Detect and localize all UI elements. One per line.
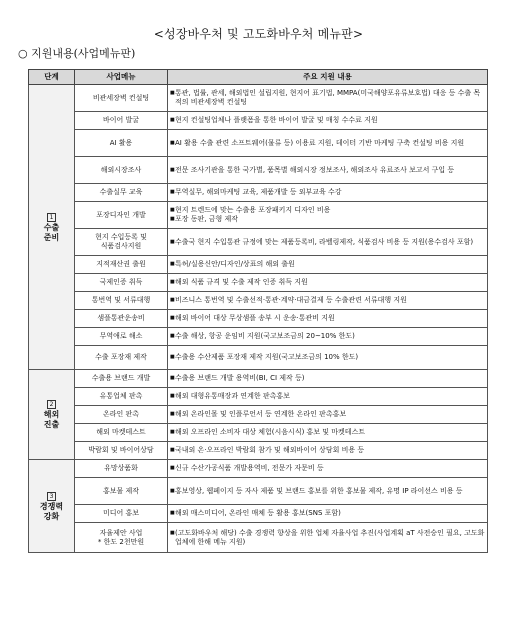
content-item [170, 509, 485, 518]
column-header-menu: 사업메뉴 [75, 70, 168, 85]
content-text: AI 활용 수출 관련 소프트웨어(물류 등) 이용료 지원, 데이터 기반 마케팅 구축 컨설팅 비용 지원 [175, 138, 465, 147]
bullet-icon: ■ [170, 297, 175, 304]
content-item [170, 296, 485, 305]
table-header-row [29, 70, 488, 85]
content-item [170, 314, 485, 323]
menu-name: 국제인증 취득 [99, 278, 143, 287]
content-text: 특허/실용신안/디자인/상표의 해외 출원 [175, 260, 295, 269]
menu-cell [75, 346, 168, 370]
content-cell [168, 130, 488, 157]
content-text: 수출국 현지 수입통관 규정에 맞는 제품등록비, 라벨링제작, 식품검사 비용 등 지원(용수검사 포함) [175, 237, 474, 246]
stage-name: 경쟁력 [39, 501, 64, 511]
content-text: 전문 조사기관을 통한 국가별, 품목별 해외시장 정보조사, 해외조사 유료조사 보고서 구입 등 [175, 165, 455, 174]
bullet-icon: ■ [170, 117, 175, 124]
content-item [170, 139, 485, 148]
menu-cell [75, 256, 168, 274]
bullet-icon: ■ [170, 238, 175, 245]
content-item [170, 89, 485, 106]
bullet-icon: ■ [170, 393, 175, 400]
bullet-icon: ■ [170, 354, 175, 361]
menu-name: 통번역 및 서류대행 [91, 296, 151, 305]
content-cell [168, 157, 488, 184]
bullet-icon: ■ [170, 189, 175, 196]
table-row [29, 505, 488, 523]
menu-cell [75, 229, 168, 256]
stage-cell [29, 370, 75, 460]
content-cell [168, 388, 488, 406]
bullet-icon: ■ [170, 216, 175, 222]
table-row [29, 442, 488, 460]
content-text: (고도화바우처 해당) 수출 경쟁력 향상을 위한 업체 자율사업 추진(사업계획 aT 사전승인 필요, 고도화 업체에 한해 메뉴 지원) [175, 528, 485, 546]
content-cell [168, 460, 488, 478]
bullet-icon: ■ [170, 90, 175, 97]
content-item [170, 188, 485, 197]
content-text: 현지 트렌드에 맞는 수출용 포장패키지 디자인 비용 [175, 206, 331, 215]
menu-name: 식품검사지원 [100, 242, 142, 250]
menu-name: 유통업체 판촉 [99, 392, 143, 401]
menu-name: 바이어 발굴 [102, 116, 140, 125]
menu-name: 비관세장벽 컨설팅 [92, 93, 150, 102]
menu-name: * 한도 2천만원 [97, 537, 145, 546]
table-row [29, 478, 488, 505]
table-row [29, 406, 488, 424]
content-text: 무역실무, 해외마케팅 교육, 제품개발 등 외부교육 수강 [175, 188, 342, 197]
content-item [170, 166, 485, 175]
content-cell [168, 478, 488, 505]
menu-cell [75, 310, 168, 328]
menu-name: 샘플통관운송비 [97, 314, 145, 323]
column-header-content: 주요 지원 내용 [168, 70, 488, 85]
menu-cell [75, 370, 168, 388]
content-item [170, 278, 485, 287]
menu-name: 수출실무 교육 [99, 188, 143, 197]
content-text: 통관, 법률, 관세, 해외법인 설립지원, 현지어 표기법, MMPA(미국해양포유류보호법) 대응 등 수출 목적의 비관세장벽 컨설팅 [175, 89, 481, 106]
menu-cell [75, 505, 168, 523]
menu-name: 유망상품화 [104, 464, 138, 473]
stage-name: 강화 [43, 511, 60, 521]
content-text: 홍보영상, 웹페이지 등 자사 제품 및 브랜드 홍보를 위한 홍보물 제작, 유명 IP 라이선스 비용 등 [175, 486, 463, 495]
bullet-icon: ■ [170, 333, 175, 340]
menu-cell [75, 112, 168, 130]
table-row [29, 184, 488, 202]
content-text: 해외 바이어 대상 무상샘플 송부 시 운송·통관비 지원 [175, 314, 335, 323]
table-row [29, 460, 488, 478]
menu-name: 자율제안 사업 [99, 528, 143, 537]
bullet-icon: ■ [170, 529, 175, 536]
stage-cell [29, 85, 75, 370]
menu-cell [75, 406, 168, 424]
section-subheading: ○ 지원내용(사업메뉴판) [18, 47, 136, 60]
content-cell [168, 505, 488, 523]
table-row [29, 523, 488, 553]
content-text: 해외 매스미디어, 온라인 매체 등 활용 홍보(SNS 포함) [175, 509, 341, 518]
content-item [170, 428, 485, 437]
menu-cell [75, 478, 168, 505]
voucher-menu-table [28, 69, 488, 553]
table-row [29, 256, 488, 274]
content-cell [168, 424, 488, 442]
bullet-icon: ■ [170, 447, 175, 454]
content-text: 포장 동판, 금형 제작 [175, 215, 238, 223]
table-row [29, 157, 488, 184]
content-text: 현지 컨설팅업체나 플랫폼을 통한 바이어 발굴 및 매칭 수수료 지원 [175, 116, 378, 125]
stage-name: 준비 [43, 232, 60, 242]
menu-name: AI 활용 [109, 138, 133, 147]
menu-name: 해외시장조사 [100, 165, 142, 174]
column-header-stage: 단계 [29, 70, 75, 85]
table-row [29, 130, 488, 157]
content-item [170, 353, 485, 362]
table-row [29, 388, 488, 406]
bullet-icon: ■ [170, 411, 175, 418]
menu-cell [75, 328, 168, 346]
menu-cell [75, 424, 168, 442]
content-item [170, 206, 485, 215]
table-row [29, 274, 488, 292]
menu-cell [75, 292, 168, 310]
table-row [29, 328, 488, 346]
content-item [170, 116, 485, 125]
menu-name: 박람회 및 바이어상담 [88, 446, 154, 455]
content-cell [168, 256, 488, 274]
content-cell [168, 184, 488, 202]
content-text: 비즈니스 통번역 및 수출선적·통관·계약·대금결제 등 수출관련 서류대행 지원 [175, 296, 407, 305]
content-cell [168, 523, 488, 553]
menu-cell [75, 523, 168, 553]
content-cell [168, 328, 488, 346]
menu-cell [75, 157, 168, 184]
menu-cell [75, 460, 168, 478]
stage-number: 2 [47, 400, 56, 409]
stage-cell [29, 460, 75, 553]
content-item [170, 215, 485, 224]
stage-number: 3 [47, 492, 56, 501]
page-title: <성장바우처 및 고도화바우처 메뉴판> [153, 27, 364, 41]
menu-cell [75, 130, 168, 157]
content-cell [168, 346, 488, 370]
content-item [170, 260, 485, 269]
content-text: 수출용 수산제품 포장재 제작 지원(국고보조금의 10% 한도) [175, 353, 359, 362]
bullet-icon: ■ [170, 279, 175, 286]
content-cell [168, 370, 488, 388]
bullet-icon: ■ [170, 429, 175, 436]
bullet-icon: ■ [170, 166, 175, 173]
menu-name: 홍보물 제작 [102, 486, 140, 495]
stage-name: 해외 [43, 410, 60, 419]
content-text: 수출용 브랜드 개발 용역비(BI, CI 제작 등) [175, 374, 305, 383]
content-cell [168, 274, 488, 292]
content-text: 해외 온라인몰 및 인플루언서 등 연계한 온라인 판촉홍보 [175, 410, 347, 419]
content-cell [168, 229, 488, 256]
content-item [170, 487, 485, 496]
stage-number: 1 [47, 213, 56, 222]
bullet-icon: ■ [170, 487, 175, 494]
menu-cell [75, 388, 168, 406]
menu-cell [75, 202, 168, 229]
menu-name: 현지 수입등록 및 [95, 233, 147, 242]
menu-name: 해외 마켓테스트 [96, 428, 146, 437]
content-cell [168, 310, 488, 328]
content-cell [168, 442, 488, 460]
menu-cell [75, 274, 168, 292]
menu-name: 포장디자인 개발 [96, 210, 146, 219]
table-row [29, 292, 488, 310]
content-item [170, 410, 485, 419]
content-item [170, 374, 485, 383]
content-text: 해외 오프라인 소비자 대상 체험(시음시식) 홍보 및 마켓테스트 [175, 428, 366, 437]
content-cell [168, 112, 488, 130]
content-cell [168, 202, 488, 229]
content-cell [168, 406, 488, 424]
stage-name: 수출 [43, 222, 60, 232]
menu-name: 수출용 브랜드 개발 [91, 374, 151, 383]
bullet-icon: ■ [170, 510, 175, 517]
content-cell [168, 292, 488, 310]
bullet-icon: ■ [170, 261, 175, 268]
bullet-icon: ■ [170, 139, 175, 146]
table-row [29, 424, 488, 442]
table-row [29, 112, 488, 130]
menu-cell [75, 442, 168, 460]
menu-name: 무역애로 해소 [99, 332, 143, 341]
table-row [29, 310, 488, 328]
content-text: 수출 해상, 항공 운임비 지원(국고보조금의 20~10% 한도) [175, 332, 355, 341]
content-cell [168, 85, 488, 112]
menu-name: 수출 포장재 제작 [95, 353, 147, 362]
content-text: 해외 식품 규격 및 수출 제작 인증 취득 지원 [175, 278, 308, 287]
content-item [170, 464, 485, 473]
menu-name: 미디어 홍보 [102, 509, 140, 518]
content-text: 신규 수산가공식품 개발용역비, 전문가 자문비 등 [175, 464, 324, 473]
content-item [170, 529, 485, 546]
content-item [170, 238, 485, 247]
table-row [29, 346, 488, 370]
table-row [29, 229, 488, 256]
menu-cell [75, 85, 168, 112]
bullet-icon: ■ [170, 315, 175, 322]
bullet-icon: ■ [170, 207, 175, 214]
table-body [29, 85, 488, 553]
content-item [170, 332, 485, 341]
table-row [29, 370, 488, 388]
bullet-icon: ■ [170, 375, 175, 382]
menu-name: 지적재산권 출원 [96, 260, 146, 269]
menu-name: 온라인 판촉 [102, 410, 140, 419]
bullet-icon: ■ [170, 465, 175, 472]
stage-name: 진출 [43, 420, 60, 429]
table-row [29, 85, 488, 112]
content-text: 해외 대형유통매장과 연계한 판촉홍보 [175, 392, 290, 401]
menu-cell [75, 184, 168, 202]
content-item [170, 392, 485, 401]
content-text: 국내외 온·오프라인 박람회 참가 및 해외바이어 상담회 비용 등 [175, 446, 365, 455]
table-row [29, 202, 488, 229]
content-item [170, 446, 485, 455]
